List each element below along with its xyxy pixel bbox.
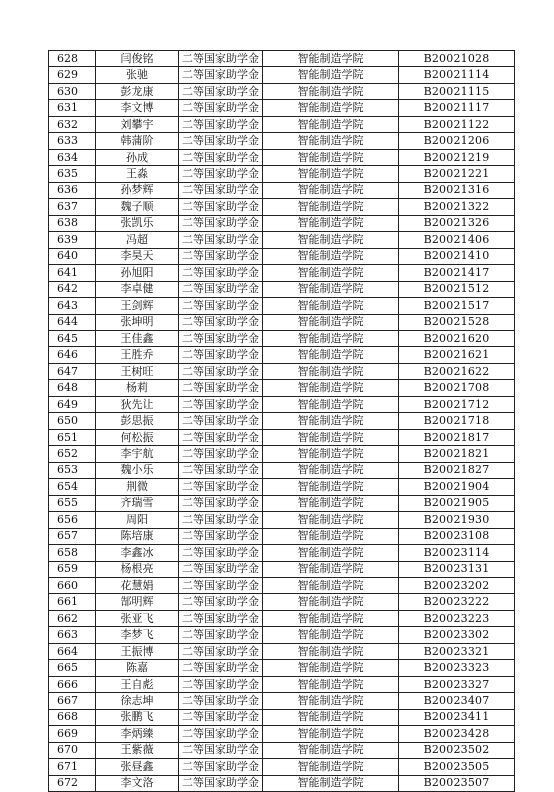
student-name-cell: 李昊天 [96,248,179,264]
college-cell: 智能制造学院 [263,726,399,742]
student-name-cell: 张鹏飞 [96,709,179,725]
student-id-cell: B20021821 [399,446,515,462]
student-name-cell: 魏小乐 [96,462,179,478]
college-cell: 智能制造学院 [263,67,399,83]
student-name-cell: 陈培康 [96,528,179,544]
table-row [49,594,515,610]
row-number-cell: 670 [49,742,96,758]
row-number-cell: 658 [49,545,96,561]
award-type-cell: 二等国家助学金 [179,149,263,165]
scholarship-table [48,50,515,792]
college-cell: 智能制造学院 [263,133,399,149]
row-number-cell: 664 [49,643,96,659]
college-cell: 智能制造学院 [263,429,399,445]
college-cell: 智能制造学院 [263,495,399,511]
college-cell: 智能制造学院 [263,709,399,725]
table-row [49,660,515,676]
table-row [49,281,515,297]
student-id-cell: B20021028 [399,51,515,67]
row-number-cell: 628 [49,51,96,67]
row-number-cell: 647 [49,363,96,379]
row-number-cell: 661 [49,594,96,610]
student-id-cell: B20023411 [399,709,515,725]
student-name-cell: 彭思振 [96,413,179,429]
student-name-cell: 孙梦辉 [96,182,179,198]
student-id-cell: B20023327 [399,676,515,692]
award-type-cell: 二等国家助学金 [179,182,263,198]
student-id-cell: B20021620 [399,330,515,346]
row-number-cell: 663 [49,627,96,643]
student-id-cell: B20023302 [399,627,515,643]
student-name-cell: 王剑辉 [96,298,179,314]
row-number-cell: 644 [49,314,96,330]
college-cell: 智能制造学院 [263,232,399,248]
college-cell: 智能制造学院 [263,759,399,775]
student-id-cell: B20021622 [399,363,515,379]
row-number-cell: 666 [49,676,96,692]
table-row [49,199,515,215]
table-row [49,67,515,83]
row-number-cell: 650 [49,413,96,429]
college-cell: 智能制造学院 [263,347,399,363]
college-cell: 智能制造学院 [263,627,399,643]
row-number-cell: 637 [49,199,96,215]
table-row [49,446,515,462]
award-type-cell: 二等国家助学金 [179,495,263,511]
row-number-cell: 660 [49,578,96,594]
college-cell: 智能制造学院 [263,775,399,791]
student-id-cell: B20021219 [399,149,515,165]
student-name-cell: 花慧娟 [96,578,179,594]
row-number-cell: 672 [49,775,96,791]
student-id-cell: B20021827 [399,462,515,478]
row-number-cell: 648 [49,380,96,396]
row-number-cell: 669 [49,726,96,742]
table-row [49,429,515,445]
college-cell: 智能制造学院 [263,182,399,198]
student-name-cell: 李炳臻 [96,726,179,742]
student-name-cell: 王胜乔 [96,347,179,363]
student-name-cell: 王佳鑫 [96,330,179,346]
table-row [49,676,515,692]
table-row [49,232,515,248]
row-number-cell: 665 [49,660,96,676]
award-type-cell: 二等国家助学金 [179,528,263,544]
award-type-cell: 二等国家助学金 [179,330,263,346]
table-row [49,643,515,659]
table-row [49,166,515,182]
student-id-cell: B20023108 [399,528,515,544]
award-type-cell: 二等国家助学金 [179,545,263,561]
student-name-cell: 魏子顺 [96,199,179,215]
student-id-cell: B20021621 [399,347,515,363]
table-row [49,578,515,594]
award-type-cell: 二等国家助学金 [179,215,263,231]
student-name-cell: 王树旺 [96,363,179,379]
student-id-cell: B20021410 [399,248,515,264]
table-row [49,330,515,346]
student-id-cell: B20021512 [399,281,515,297]
award-type-cell: 二等国家助学金 [179,116,263,132]
college-cell: 智能制造学院 [263,51,399,67]
student-id-cell: B20021528 [399,314,515,330]
student-id-cell: B20021718 [399,413,515,429]
award-type-cell: 二等国家助学金 [179,248,263,264]
student-id-cell: B20021904 [399,479,515,495]
row-number-cell: 645 [49,330,96,346]
student-id-cell: B20023223 [399,610,515,626]
college-cell: 智能制造学院 [263,166,399,182]
award-type-cell: 二等国家助学金 [179,693,263,709]
award-type-cell: 二等国家助学金 [179,83,263,99]
row-number-cell: 635 [49,166,96,182]
table-row [49,742,515,758]
award-type-cell: 二等国家助学金 [179,380,263,396]
award-type-cell: 二等国家助学金 [179,265,263,281]
row-number-cell: 651 [49,429,96,445]
college-cell: 智能制造学院 [263,265,399,281]
student-id-cell: B20021712 [399,396,515,412]
college-cell: 智能制造学院 [263,512,399,528]
college-cell: 智能制造学院 [263,199,399,215]
student-id-cell: B20023502 [399,742,515,758]
row-number-cell: 655 [49,495,96,511]
student-name-cell: 王淼 [96,166,179,182]
college-cell: 智能制造学院 [263,380,399,396]
award-type-cell: 二等国家助学金 [179,775,263,791]
table-row [49,347,515,363]
row-number-cell: 629 [49,67,96,83]
table-row [49,561,515,577]
row-number-cell: 632 [49,116,96,132]
award-type-cell: 二等国家助学金 [179,643,263,659]
award-type-cell: 二等国家助学金 [179,676,263,692]
table-row [49,215,515,231]
award-type-cell: 二等国家助学金 [179,396,263,412]
student-name-cell: 杨莉 [96,380,179,396]
row-number-cell: 656 [49,512,96,528]
student-id-cell: B20021206 [399,133,515,149]
table-row [49,51,515,67]
table-row [49,693,515,709]
student-name-cell: 李文洛 [96,775,179,791]
row-number-cell: 634 [49,149,96,165]
college-cell: 智能制造学院 [263,149,399,165]
student-id-cell: B20023321 [399,643,515,659]
college-cell: 智能制造学院 [263,528,399,544]
row-number-cell: 657 [49,528,96,544]
table-row [49,495,515,511]
row-number-cell: 638 [49,215,96,231]
award-type-cell: 二等国家助学金 [179,594,263,610]
row-number-cell: 654 [49,479,96,495]
student-name-cell: 周阳 [96,512,179,528]
award-type-cell: 二等国家助学金 [179,199,263,215]
college-cell: 智能制造学院 [263,693,399,709]
award-type-cell: 二等国家助学金 [179,232,263,248]
student-id-cell: B20023202 [399,578,515,594]
row-number-cell: 659 [49,561,96,577]
college-cell: 智能制造学院 [263,215,399,231]
award-type-cell: 二等国家助学金 [179,298,263,314]
student-name-cell: 冯超 [96,232,179,248]
table-row [49,314,515,330]
row-number-cell: 636 [49,182,96,198]
table-row [49,759,515,775]
row-number-cell: 631 [49,100,96,116]
student-name-cell: 齐瑞雪 [96,495,179,511]
row-number-cell: 652 [49,446,96,462]
table-row [49,610,515,626]
award-type-cell: 二等国家助学金 [179,413,263,429]
college-cell: 智能制造学院 [263,314,399,330]
student-id-cell: B20021708 [399,380,515,396]
student-name-cell: 郜明辉 [96,594,179,610]
college-cell: 智能制造学院 [263,396,399,412]
award-type-cell: 二等国家助学金 [179,462,263,478]
student-name-cell: 张昼鑫 [96,759,179,775]
row-number-cell: 649 [49,396,96,412]
row-number-cell: 646 [49,347,96,363]
college-cell: 智能制造学院 [263,578,399,594]
college-cell: 智能制造学院 [263,100,399,116]
student-name-cell: 杨根亮 [96,561,179,577]
table-row [49,363,515,379]
college-cell: 智能制造学院 [263,676,399,692]
table-row [49,545,515,561]
table-row [49,709,515,725]
student-name-cell: 王振博 [96,643,179,659]
college-cell: 智能制造学院 [263,479,399,495]
college-cell: 智能制造学院 [263,446,399,462]
row-number-cell: 633 [49,133,96,149]
student-name-cell: 荆微 [96,479,179,495]
student-name-cell: 狄先让 [96,396,179,412]
table-row [49,83,515,99]
student-id-cell: B20023428 [399,726,515,742]
row-number-cell: 640 [49,248,96,264]
student-name-cell: 徐志坤 [96,693,179,709]
college-cell: 智能制造学院 [263,561,399,577]
student-name-cell: 王自彪 [96,676,179,692]
student-id-cell: B20021905 [399,495,515,511]
award-type-cell: 二等国家助学金 [179,446,263,462]
table-row [49,413,515,429]
college-cell: 智能制造学院 [263,83,399,99]
student-id-cell: B20023114 [399,545,515,561]
student-name-cell: 彭龙康 [96,83,179,99]
award-type-cell: 二等国家助学金 [179,660,263,676]
table-row [49,380,515,396]
award-type-cell: 二等国家助学金 [179,578,263,594]
award-type-cell: 二等国家助学金 [179,314,263,330]
table-row [49,462,515,478]
student-id-cell: B20023407 [399,693,515,709]
student-id-cell: B20021930 [399,512,515,528]
table-row [49,298,515,314]
row-number-cell: 642 [49,281,96,297]
college-cell: 智能制造学院 [263,413,399,429]
student-id-cell: B20021316 [399,182,515,198]
student-id-cell: B20021322 [399,199,515,215]
row-number-cell: 653 [49,462,96,478]
award-type-cell: 二等国家助学金 [179,759,263,775]
college-cell: 智能制造学院 [263,116,399,132]
row-number-cell: 639 [49,232,96,248]
student-name-cell: 王紫薇 [96,742,179,758]
student-name-cell: 张凯乐 [96,215,179,231]
college-cell: 智能制造学院 [263,545,399,561]
award-type-cell: 二等国家助学金 [179,627,263,643]
student-id-cell: B20023222 [399,594,515,610]
award-type-cell: 二等国家助学金 [179,67,263,83]
table-row [49,133,515,149]
table-row [49,248,515,264]
row-number-cell: 668 [49,709,96,725]
award-type-cell: 二等国家助学金 [179,133,263,149]
college-cell: 智能制造学院 [263,248,399,264]
student-id-cell: B20021221 [399,166,515,182]
table-row [49,100,515,116]
student-id-cell: B20021406 [399,232,515,248]
row-number-cell: 667 [49,693,96,709]
college-cell: 智能制造学院 [263,363,399,379]
table-row [49,396,515,412]
table-row [49,182,515,198]
student-id-cell: B20021114 [399,67,515,83]
table-row [49,528,515,544]
student-id-cell: B20021326 [399,215,515,231]
student-id-cell: B20021817 [399,429,515,445]
student-name-cell: 李卓健 [96,281,179,297]
student-name-cell: 张坤明 [96,314,179,330]
college-cell: 智能制造学院 [263,462,399,478]
table-body [49,51,515,792]
college-cell: 智能制造学院 [263,610,399,626]
award-type-cell: 二等国家助学金 [179,100,263,116]
college-cell: 智能制造学院 [263,298,399,314]
student-name-cell: 闫俊铭 [96,51,179,67]
row-number-cell: 671 [49,759,96,775]
college-cell: 智能制造学院 [263,660,399,676]
row-number-cell: 662 [49,610,96,626]
college-cell: 智能制造学院 [263,643,399,659]
student-name-cell: 张驰 [96,67,179,83]
college-cell: 智能制造学院 [263,330,399,346]
student-name-cell: 韩蒲阶 [96,133,179,149]
student-name-cell: 陈嘉 [96,660,179,676]
row-number-cell: 641 [49,265,96,281]
student-name-cell: 李梦飞 [96,627,179,643]
table-row [49,265,515,281]
award-type-cell: 二等国家助学金 [179,512,263,528]
award-type-cell: 二等国家助学金 [179,51,263,67]
college-cell: 智能制造学院 [263,594,399,610]
award-type-cell: 二等国家助学金 [179,347,263,363]
table-row [49,726,515,742]
award-type-cell: 二等国家助学金 [179,281,263,297]
table-row [49,116,515,132]
award-type-cell: 二等国家助学金 [179,363,263,379]
student-name-cell: 孙旭阳 [96,265,179,281]
student-id-cell: B20023131 [399,561,515,577]
student-id-cell: B20021517 [399,298,515,314]
table-row [49,512,515,528]
table-row [49,149,515,165]
award-type-cell: 二等国家助学金 [179,709,263,725]
table-row [49,627,515,643]
college-cell: 智能制造学院 [263,742,399,758]
table-row [49,775,515,791]
award-type-cell: 二等国家助学金 [179,561,263,577]
student-name-cell: 孙成 [96,149,179,165]
table-row [49,479,515,495]
award-type-cell: 二等国家助学金 [179,166,263,182]
student-id-cell: B20021122 [399,116,515,132]
student-id-cell: B20021115 [399,83,515,99]
award-type-cell: 二等国家助学金 [179,479,263,495]
award-type-cell: 二等国家助学金 [179,742,263,758]
award-type-cell: 二等国家助学金 [179,429,263,445]
student-name-cell: 李宇航 [96,446,179,462]
award-type-cell: 二等国家助学金 [179,726,263,742]
student-id-cell: B20023323 [399,660,515,676]
student-name-cell: 李文博 [96,100,179,116]
student-id-cell: B20021417 [399,265,515,281]
student-name-cell: 李鑫冰 [96,545,179,561]
student-id-cell: B20021117 [399,100,515,116]
student-name-cell: 刘攀宇 [96,116,179,132]
student-id-cell: B20023507 [399,775,515,791]
student-name-cell: 何松振 [96,429,179,445]
row-number-cell: 630 [49,83,96,99]
student-name-cell: 张亚飞 [96,610,179,626]
award-type-cell: 二等国家助学金 [179,610,263,626]
college-cell: 智能制造学院 [263,281,399,297]
student-id-cell: B20023505 [399,759,515,775]
row-number-cell: 643 [49,298,96,314]
